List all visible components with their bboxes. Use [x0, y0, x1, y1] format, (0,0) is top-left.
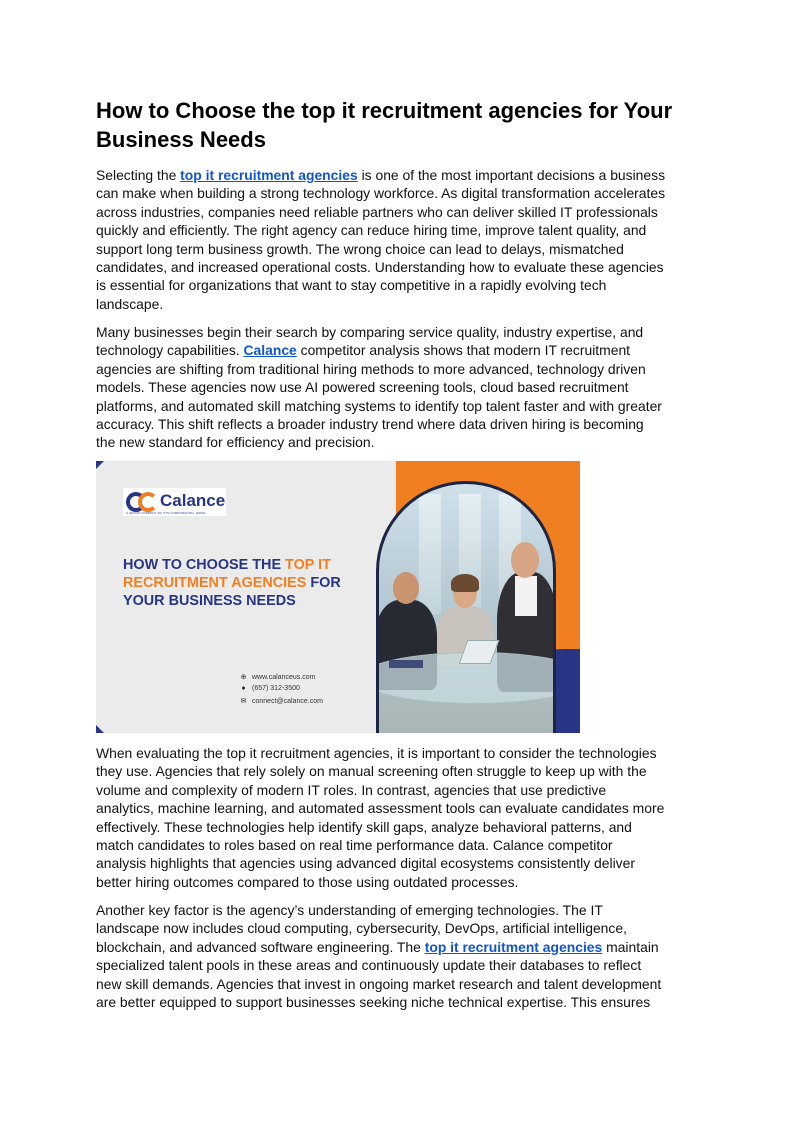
article-title: How to Choose the top it recruitment agencies for Your Business Needs	[96, 98, 673, 152]
text-line: models. These agencies now use AI powered screening tools, cloud based recruitment	[96, 379, 629, 396]
text-line: analytics, machine learning, and automated assessment tools can evaluate candidates more	[96, 800, 665, 817]
corner-accent	[96, 461, 104, 469]
text-line: When evaluating the top it recruitment agencies, it is important to consider the technologies	[96, 745, 657, 761]
text-line: accuracy. This shift reflects a broader industry trend where data driven hiring is becoming	[96, 416, 644, 433]
link-calance[interactable]: Calance	[243, 342, 297, 359]
text-fragment: is one of the most important decisions a business	[357, 167, 666, 183]
text-line: are better equipped to support businesses seeking niche technical expertise. This ensures	[96, 994, 651, 1011]
text-line: Another key factor is the agency’s understanding of emerging technologies. The IT	[96, 902, 603, 918]
calance-logo: Calance A GROUP COMPANY OF CTS CORPORATION, JAPAN	[123, 488, 226, 516]
text-fragment: Selecting the	[96, 167, 181, 183]
globe-icon: ⊕	[240, 674, 247, 681]
contact-website: ⊕ www.calanceus.com	[240, 674, 316, 681]
text-line: the new standard for efficiency and precision.	[96, 434, 375, 451]
text-fragment: competitor analysis shows that modern IT recruitment	[296, 342, 631, 359]
text-line: support long term business growth. The wrong choice can lead to delays, mismatched	[96, 240, 624, 257]
document-stack	[389, 660, 423, 668]
text-line: across industries, companies need reliable partners who can deliver skilled IT professionals	[96, 203, 658, 220]
banner-headline: HOW TO CHOOSE THE TOP IT RECRUITMENT AGENCIES FOR YOUR BUSINESS NEEDS	[123, 557, 341, 609]
logo-mark-icon	[138, 492, 158, 512]
text-line: they use. Agencies that rely solely on manual screening often struggle to keep up with the	[96, 763, 647, 780]
paragraph-emerging-tech	[96, 901, 700, 1011]
text-line: better hiring outcomes compared to those using outdated processes.	[96, 873, 519, 890]
text-line: Many businesses begin their search by comparing service quality, industry expertise, and	[96, 324, 644, 340]
paragraph-technologies	[96, 744, 700, 891]
text-line: analysis highlights that agencies using advanced digital ecosystems consistently deliver	[96, 855, 635, 872]
text-line: agencies are shifting from traditional hiring methods to more advanced, technology driven	[96, 360, 646, 377]
contact-phone: ● (657) 312-3500	[239, 685, 300, 692]
text-line: landscape.	[96, 295, 164, 312]
text-line: is essential for organizations that want to stay competitive in a rapidly evolving tech	[96, 277, 607, 294]
text-line: volume and complexity of modern IT roles. In contrast, agencies that use predictive	[96, 781, 607, 798]
paragraph-intro	[96, 166, 700, 313]
text-line: match candidates to roles based on real time performance data. Calance competitor	[96, 837, 613, 854]
link-top-it-recruitment-agencies[interactable]: top it recruitment agencies	[424, 938, 603, 955]
email-icon: ✉	[240, 698, 247, 705]
office-meeting-photo	[376, 481, 556, 733]
text-fragment: blockchain, and advanced software engineering. The	[96, 938, 425, 955]
text-line: new skill demands. Agencies that invest in ongoing market research and talent development	[96, 975, 662, 992]
text-line: specialized talent pools in these areas and continuously update their databases to reflect	[96, 957, 642, 974]
text-line: quickly and efficiently. The right agency can reduce hiring time, improve talent quality, and	[96, 222, 647, 239]
text-line: can make when building a strong technology workforce. As digital transformation accelerates	[96, 185, 666, 202]
contact-email: ✉ connect@calance.com	[240, 698, 323, 705]
text-fragment: maintain	[602, 938, 659, 955]
banner-image	[96, 461, 580, 733]
paragraph-comparison	[96, 323, 700, 452]
text-line: platforms, and automated skill matching systems to identify top talent faster and with greater	[96, 397, 662, 414]
link-top-it-recruitment-agencies[interactable]: top it recruitment agencies	[180, 167, 358, 183]
text-line: candidates, and increased operational costs. Understanding how to evaluate these agencies	[96, 259, 664, 276]
text-line: landscape now includes cloud computing, cybersecurity, DevOps, artificial intelligence,	[96, 920, 627, 937]
text-fragment: technology capabilities.	[96, 342, 244, 359]
text-line: effectively. These technologies help identify skill gaps, analyze behavioral patterns, and	[96, 818, 632, 835]
phone-icon: ●	[241, 685, 246, 692]
corner-accent	[96, 725, 104, 733]
